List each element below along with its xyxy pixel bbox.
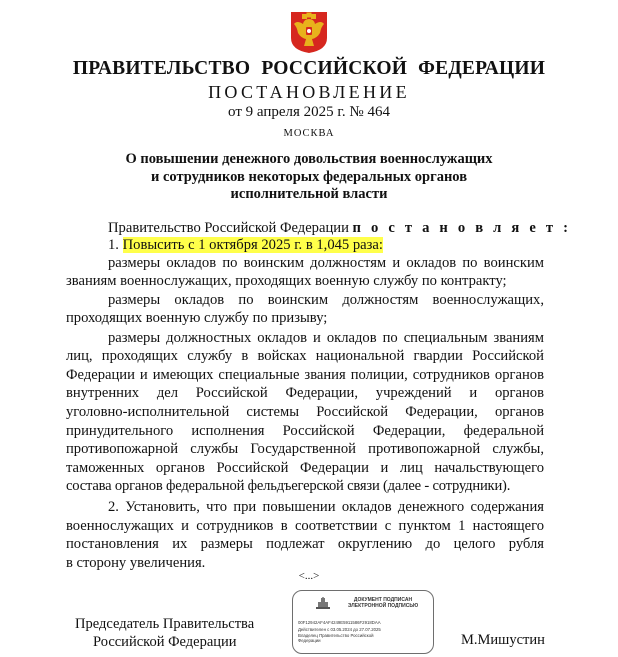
paragraph-line: Федерации и имеющих специальные звания полиции, сотрудников органов (66, 367, 544, 383)
preamble-text: Правительство Российской Федерации (108, 220, 349, 236)
paragraph-line: лиц, проходящих службу в войсках национальной гвардии Российской (66, 348, 544, 364)
paragraph-line: размеры должностных окладов и окладов по специальным званиям (108, 330, 544, 346)
paragraph-line: званиям военнослужащих, проходящих военную службу по контракту; (66, 273, 507, 289)
document-type: ПОСТАНОВЛЕНИЕ (208, 82, 410, 102)
subject-line: О повышении денежного довольствия военнослужащих (125, 151, 493, 167)
stamp-title-line: ДОКУМЕНТ ПОДПИСАН (353, 597, 413, 603)
stamp-owner: Владелец Правительство Российской (298, 633, 374, 638)
item-1 (108, 236, 383, 254)
paragraph-line: принудительного исполнения Российской Федерации, федеральной (66, 423, 544, 439)
signatory-name: М.Мишустин (461, 632, 545, 648)
city: МОСКВА (283, 128, 335, 139)
paragraph-line: размеры окладов по воинским должностям и окладов по воинским (108, 255, 544, 271)
signatory-title (75, 615, 254, 651)
decree-subject (0, 151, 618, 204)
subject-line: и сотрудников некоторых федеральных органов (150, 168, 468, 185)
russian-coat-of-arms-icon (289, 10, 329, 54)
paragraph-line: в сторону увеличения. (66, 555, 206, 571)
paragraph-line: уголовно-исполнительной системы Российской Федерации, органов (66, 404, 544, 420)
electronic-signature-stamp (292, 590, 434, 654)
government-title: ПРАВИТЕЛЬСТВО РОССИЙСКОЙ ФЕДЕРАЦИИ (72, 58, 546, 79)
paragraph-line: таможенных органов Российской Федерации и лиц начальствующего (66, 460, 544, 476)
government-building-icon (315, 597, 331, 610)
signatory-title-line: Председатель Правительства (75, 616, 255, 632)
decrees-word: п о с т а н о в л я е т : (352, 220, 572, 236)
paragraph-line: постановления их размеры подлежат округлению до целого рубля (66, 536, 544, 552)
stamp-certificate: 00F12942AF4AF4249E5911586F2918DAA (298, 620, 381, 625)
subject-line: исполнительной власти (230, 186, 388, 202)
paragraph-line: противопожарной службы Государственной противопожарной службы, (66, 441, 544, 457)
stamp-title (337, 597, 429, 609)
paragraph-line: 2. Установить, что при повышении окладов денежного содержания (108, 499, 544, 515)
preamble (108, 219, 571, 237)
paragraph-line: военнослужащих и сотрудников в соответствии с пунктом 1 настоящего (66, 518, 544, 534)
signatory-title-line: Российской Федерации (93, 634, 237, 650)
paragraph-line: внутренних дел Российской Федерации, учреждений и органов (66, 385, 544, 401)
item-1-highlighted-text: Повысить с 1 октября 2025 г. в 1,045 раза: (122, 237, 383, 253)
decree-date-number: от 9 апреля 2025 г. № 464 (228, 104, 390, 120)
stamp-title-line: ЭЛЕКТРОННОЙ ПОДПИСЬЮ (347, 603, 419, 609)
item-1-number: 1. (108, 237, 119, 253)
stamp-owner: Федерации (298, 638, 321, 643)
omission-marker: <...> (298, 570, 320, 582)
paragraph-line: проходящих военную службу по призыву; (66, 310, 328, 326)
stamp-validity: Действителен с 03.05.2024 до 27.07.2025 (298, 627, 381, 632)
paragraph-line: размеры окладов по воинским должностям военнослужащих, (108, 292, 544, 308)
paragraph-line: состава органов федеральной фельдъегерской связи (далее - сотрудники). (66, 478, 511, 494)
